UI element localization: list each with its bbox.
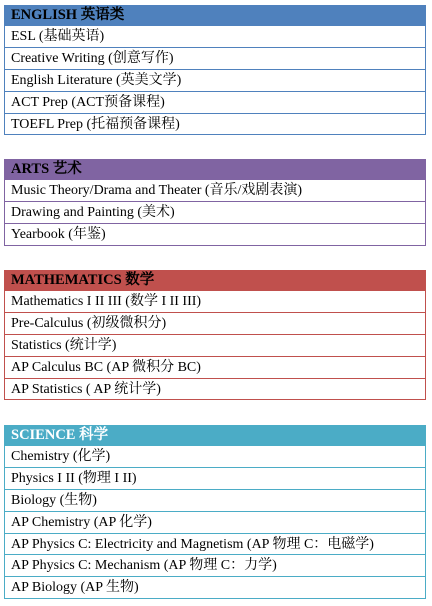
course-item: Statistics (统计学) xyxy=(5,335,425,357)
section-header-science: SCIENCE 科学 xyxy=(4,425,426,446)
course-list-arts xyxy=(4,180,426,246)
course-list-science xyxy=(4,446,426,599)
course-item: English Literature (英美文学) xyxy=(5,70,425,92)
course-item: AP Chemistry (AP 化学) xyxy=(5,512,425,534)
section-arts xyxy=(4,159,426,246)
course-item: Music Theory/Drama and Theater (音乐/戏剧表演) xyxy=(5,180,425,202)
course-item: AP Physics C: Mechanism (AP 物理 C：力学) xyxy=(5,555,425,577)
course-item: Physics I II (物理 I II) xyxy=(5,468,425,490)
course-list-mathematics xyxy=(4,291,426,400)
section-header-mathematics: MATHEMATICS 数学 xyxy=(4,270,426,291)
course-list-english xyxy=(4,26,426,135)
course-item: AP Statistics ( AP 统计学) xyxy=(5,379,425,401)
course-item: Creative Writing (创意写作) xyxy=(5,48,425,70)
course-item: ACT Prep (ACT预备课程) xyxy=(5,92,425,114)
section-header-english: ENGLISH 英语类 xyxy=(4,5,426,26)
course-item: Mathematics I II III (数学 I II III) xyxy=(5,291,425,313)
section-mathematics xyxy=(4,270,426,400)
section-science xyxy=(4,425,426,599)
course-item: ESL (基础英语) xyxy=(5,26,425,48)
course-item: Pre-Calculus (初级微积分) xyxy=(5,313,425,335)
course-item: AP Biology (AP 生物) xyxy=(5,577,425,599)
course-item: TOEFL Prep (托福预备课程) xyxy=(5,114,425,136)
course-item: Biology (生物) xyxy=(5,490,425,512)
course-item: Drawing and Painting (美术) xyxy=(5,202,425,224)
course-item: Chemistry (化学) xyxy=(5,446,425,468)
course-item: AP Physics C: Electricity and Magnetism (AP 物理 C：电磁学) xyxy=(5,534,425,556)
section-english xyxy=(4,5,426,135)
section-header-arts: ARTS 艺术 xyxy=(4,159,426,180)
course-item: Yearbook (年鉴) xyxy=(5,224,425,246)
course-item: AP Calculus BC (AP 微积分 BC) xyxy=(5,357,425,379)
